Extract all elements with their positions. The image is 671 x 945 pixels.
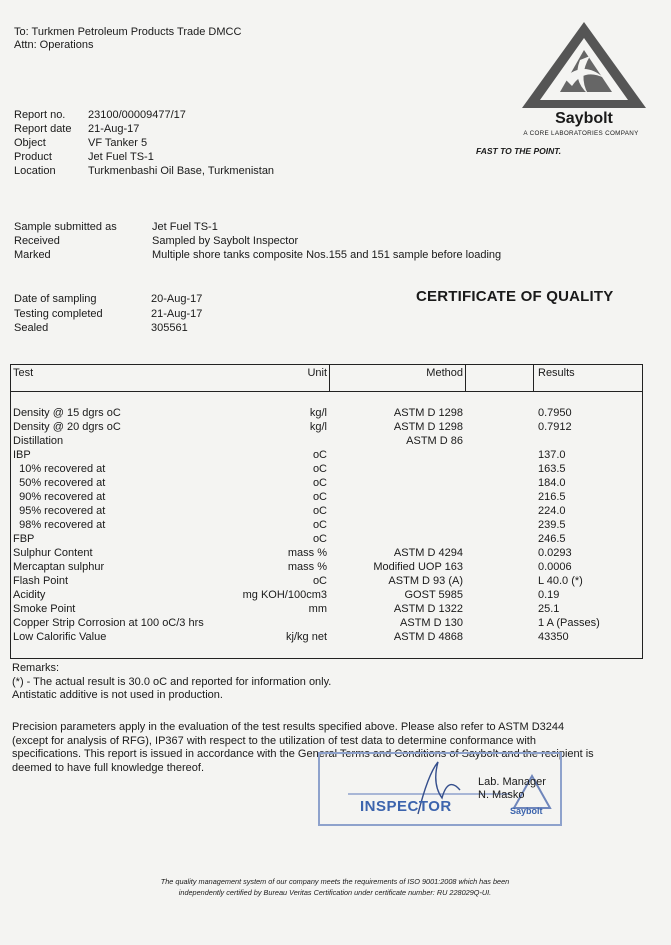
remarks-title: Remarks:	[12, 662, 60, 674]
table-row: Density @ 20 dgrs oC kg/l ASTM D 1298 0.7912	[13, 421, 572, 433]
paragraph-line: Precision parameters apply in the evaluation of the test results specified above. Please also refer to ASTM D3244	[12, 721, 565, 733]
remarks	[12, 662, 331, 703]
table-row: IBP oC 137.0	[13, 449, 566, 461]
recipient	[14, 26, 241, 52]
table-row: 50% recovered at oC 184.0	[13, 477, 566, 489]
recipient-to: To: Turkmen Petroleum Products Trade DMCC	[14, 26, 242, 38]
footer-line: The quality management system of our company meets the requirements of ISO 9001:2008 which has been	[160, 877, 510, 886]
table-row: Density @ 15 dgrs oC kg/l ASTM D 1298 0.7950	[13, 407, 572, 419]
header-divider	[11, 391, 642, 392]
signatory-title: Lab. Manager	[478, 776, 546, 788]
signatory-name: N. Masko	[478, 789, 525, 801]
certificate-title: CERTIFICATE OF QUALITY	[416, 288, 614, 305]
recipient-attn: Attn: Operations	[14, 39, 94, 51]
table-row: 90% recovered at oC 216.5	[13, 491, 566, 503]
remarks-line: Antistatic additive is not used in production.	[12, 689, 223, 701]
footer-line: independently certified by Bureau Veritas Certification under certificate number: RU 228029Q-UI.	[178, 888, 492, 897]
stamp-brand: Saybolt	[510, 806, 543, 816]
table-row: Copper Strip Corrosion at 100 oC/3 hrs ASTM D 130 1 A (Passes)	[13, 617, 600, 629]
table-row: Mercaptan sulphur mass % Modified UOP 163 0.0006	[13, 561, 572, 573]
brand-name: Saybolt	[555, 110, 613, 127]
table-row: Distillation ASTM D 86	[13, 435, 463, 447]
table-row: Acidity mg KOH/100cm3 GOST 5985 0.19	[13, 589, 560, 601]
column-divider	[329, 365, 330, 391]
paragraph-line: deemed to have full knowledge thereof.	[12, 761, 205, 774]
header-unit: Unit	[307, 367, 327, 379]
brand-tagline: A CORE LABORATORIES COMPANY	[523, 130, 639, 137]
signatory	[478, 776, 546, 802]
table-row: FBP oC 246.5	[13, 533, 566, 545]
table-row: 95% recovered at oC 224.0	[13, 505, 566, 517]
brand-slogan: FAST TO THE POINT.	[476, 146, 562, 156]
results-table	[10, 364, 643, 659]
remarks-line: (*) - The actual result is 30.0 oC and reported for information only.	[12, 675, 332, 688]
footer-note	[70, 876, 600, 898]
stamp-text: INSPECTOR	[360, 798, 452, 815]
table-row: 10% recovered at oC 163.5	[13, 463, 566, 475]
table-row: Smoke Point mm ASTM D 1322 25.1	[13, 603, 560, 615]
header-results: Results	[538, 367, 575, 379]
header-test: Test	[13, 367, 34, 379]
saybolt-logo	[520, 20, 648, 110]
table-row: Sulphur Content mass % ASTM D 4294 0.0293	[13, 547, 572, 559]
column-divider	[533, 365, 534, 391]
paragraph-line: specifications. This report is issued in accordance with the General Terms and Conditions of Saybolt and the recipient is	[12, 748, 594, 760]
table-row: Flash Point oC ASTM D 93 (A) L 40.0 (*)	[13, 575, 583, 587]
paragraph-line: (except for analysis of RFG), IP367 with respect to the utilization of test data to determine conformance with	[12, 734, 536, 747]
table-row: 98% recovered at oC 239.5	[13, 519, 566, 531]
column-divider	[465, 365, 466, 391]
table-row: Low Calorific Value kj/kg net ASTM D 4868 43350	[13, 631, 569, 643]
header-method: Method	[426, 367, 463, 379]
